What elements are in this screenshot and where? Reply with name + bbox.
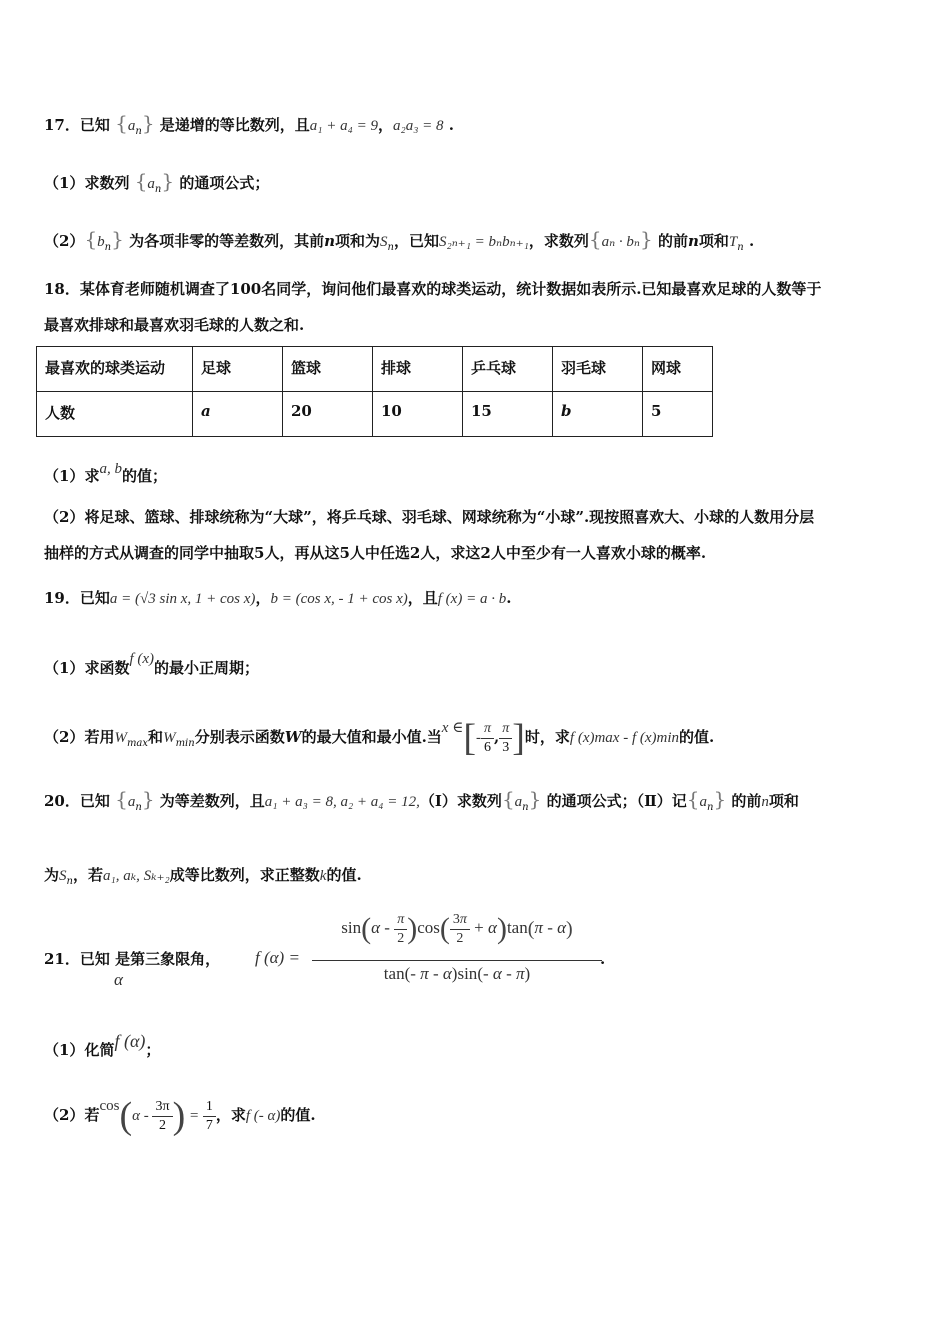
- question-number: 21．: [44, 950, 80, 968]
- table-header-row: [37, 347, 713, 392]
- table-cell: a: [193, 392, 283, 437]
- vector-b: b = (cos x, - 1 + cos x): [270, 591, 408, 607]
- table-cell: 网球: [643, 347, 713, 392]
- f-alpha-label: f (α) =: [255, 948, 300, 967]
- q21-part1: （1）化简f (α)；: [44, 1031, 161, 1059]
- fraction-minus-pi-six: $\frac{\pi}{6}$: [481, 720, 494, 757]
- f-alpha-fraction: [312, 908, 602, 987]
- table-cell: 排球: [373, 347, 463, 392]
- table-cell: 篮球: [283, 347, 373, 392]
- table-row: [37, 392, 713, 437]
- q18-part2-line1: （2）将足球、篮球、排球统称为“大球”，将乒乓球、羽毛球、网球统称为“小球”.现按照喜欢大、小球的人数用分层: [44, 508, 815, 526]
- q18-part1: （1）求a, b的值；: [44, 461, 167, 485]
- q21-part2: （2）若cos(α - $\frac{3\pi}{2}$ ) = $\frac{1}{7}$ ，求f (- α)的值.: [44, 1095, 316, 1137]
- question-number: 18．: [44, 280, 80, 298]
- q17-stem: 17．已知 $\{a_n\}$ 是递增的等比数列，且a₁ + a₄ = 9，a₂a₃ = 8 .: [44, 111, 455, 137]
- question-number: 19．: [44, 589, 80, 607]
- q17-part1: （1）求数列 $\{a_n\}$ 的通项公式；: [44, 169, 270, 195]
- fraction-three-pi-two: $\frac{3\pi}{2}$: [152, 1098, 172, 1135]
- table-cell: 20: [283, 392, 373, 437]
- fraction-numerator: sin(α - $\frac{\pi}{2}$ )cos( $\frac{3\pi}{2}$ + α)tan(π - α): [341, 911, 573, 946]
- fraction-one-seventh: $\frac{1}{7}$: [203, 1098, 216, 1135]
- q20-stem-line1: 20．已知 $\{a_n\}$ 为等差数列，且a₁ + a₃ = 8, a₂ + a₄ = 12,（Ⅰ）求数列$\{a_n\}$ 的通项公式；（Ⅱ）记$\{a_n\}$ 的前n项和: [44, 787, 799, 813]
- fraction-pi-three: $\frac{\pi}{3}$: [499, 720, 512, 757]
- vector-a: a = (√3 sin x, 1 + cos x): [109, 591, 256, 607]
- table-cell: 15: [463, 392, 553, 437]
- condition: a₁ + a₃ = 8, a₂ + a₄ = 12,: [264, 794, 420, 810]
- condition-product: a₂a₃ = 8: [393, 118, 444, 134]
- table-cell: b: [553, 392, 643, 437]
- condition-sum-product: S₂ₙ₊₁ = bₙbₙ₊₁: [439, 234, 529, 250]
- function-def: f (x) = a · b: [437, 591, 507, 607]
- table-cell: 5: [643, 392, 713, 437]
- table-cell: 最喜欢的球类运动: [37, 347, 193, 392]
- condition-sum: a₁ + a₄ = 9: [309, 118, 378, 134]
- table-cell: 羽毛球: [553, 347, 643, 392]
- table-cell: 人数: [37, 392, 193, 437]
- q21-stem: 21．已知 是第三象限角，: [44, 950, 221, 968]
- q17-part2: $(2)\{b_n\}$ 为各项非零的等差数列，其前n项和为$S_n$，已知S₂ₙ₊₁ = bₙbₙ₊₁，求数列{aₙ · bₙ} 的前n项和$T_n$ .: [44, 227, 755, 253]
- geometric-terms: a₁, aₖ, Sₖ₊₂: [102, 868, 170, 884]
- table-cell: 10: [373, 392, 463, 437]
- fraction-denominator: tan(- π - α)sin(- α - π): [383, 964, 531, 983]
- q20-stem-line2: 为$S_n$，若a₁, aₖ, Sₖ₊₂成等比数列，求正整数k的值.: [44, 866, 362, 887]
- q18-stem-line1: 18．某体育老师随机调查了100名同学，询问他们最喜欢的球类运动，统计数据如表所示.已知最喜欢足球的人数等于: [44, 280, 822, 298]
- survey-table: [36, 346, 713, 437]
- table-cell: 足球: [193, 347, 283, 392]
- q19-part1: （1）求函数f (x)的最小正周期；: [44, 651, 260, 677]
- alpha-symbol: α: [114, 970, 123, 989]
- q18-stem-line2: 最喜欢排球和最喜欢羽毛球的人数之和.: [44, 316, 305, 334]
- q19-stem: 19．已知a = (√3 sin x, 1 + cos x)，b = (cos x, - 1 + cos x)，且f (x) = a · b.: [44, 589, 512, 607]
- q19-part2: （2）若用$W_{max}$和$W_{min}$分别表示函数W的最大值和最小值.当x ∈[- $\frac{\pi}{6}$ , $\frac{\pi}{3}$ ]时，求f (x)max - f (x)min的值.: [44, 717, 715, 759]
- table-cell: 乒乓球: [463, 347, 553, 392]
- question-number: 17．: [44, 116, 80, 134]
- question-number: 20．: [44, 792, 80, 810]
- q18-part2-line2: 抽样的方式从调查的同学中抽取5人，再从这5人中任选2人，求这2人中至少有一人喜欢小球的概率.: [44, 544, 707, 562]
